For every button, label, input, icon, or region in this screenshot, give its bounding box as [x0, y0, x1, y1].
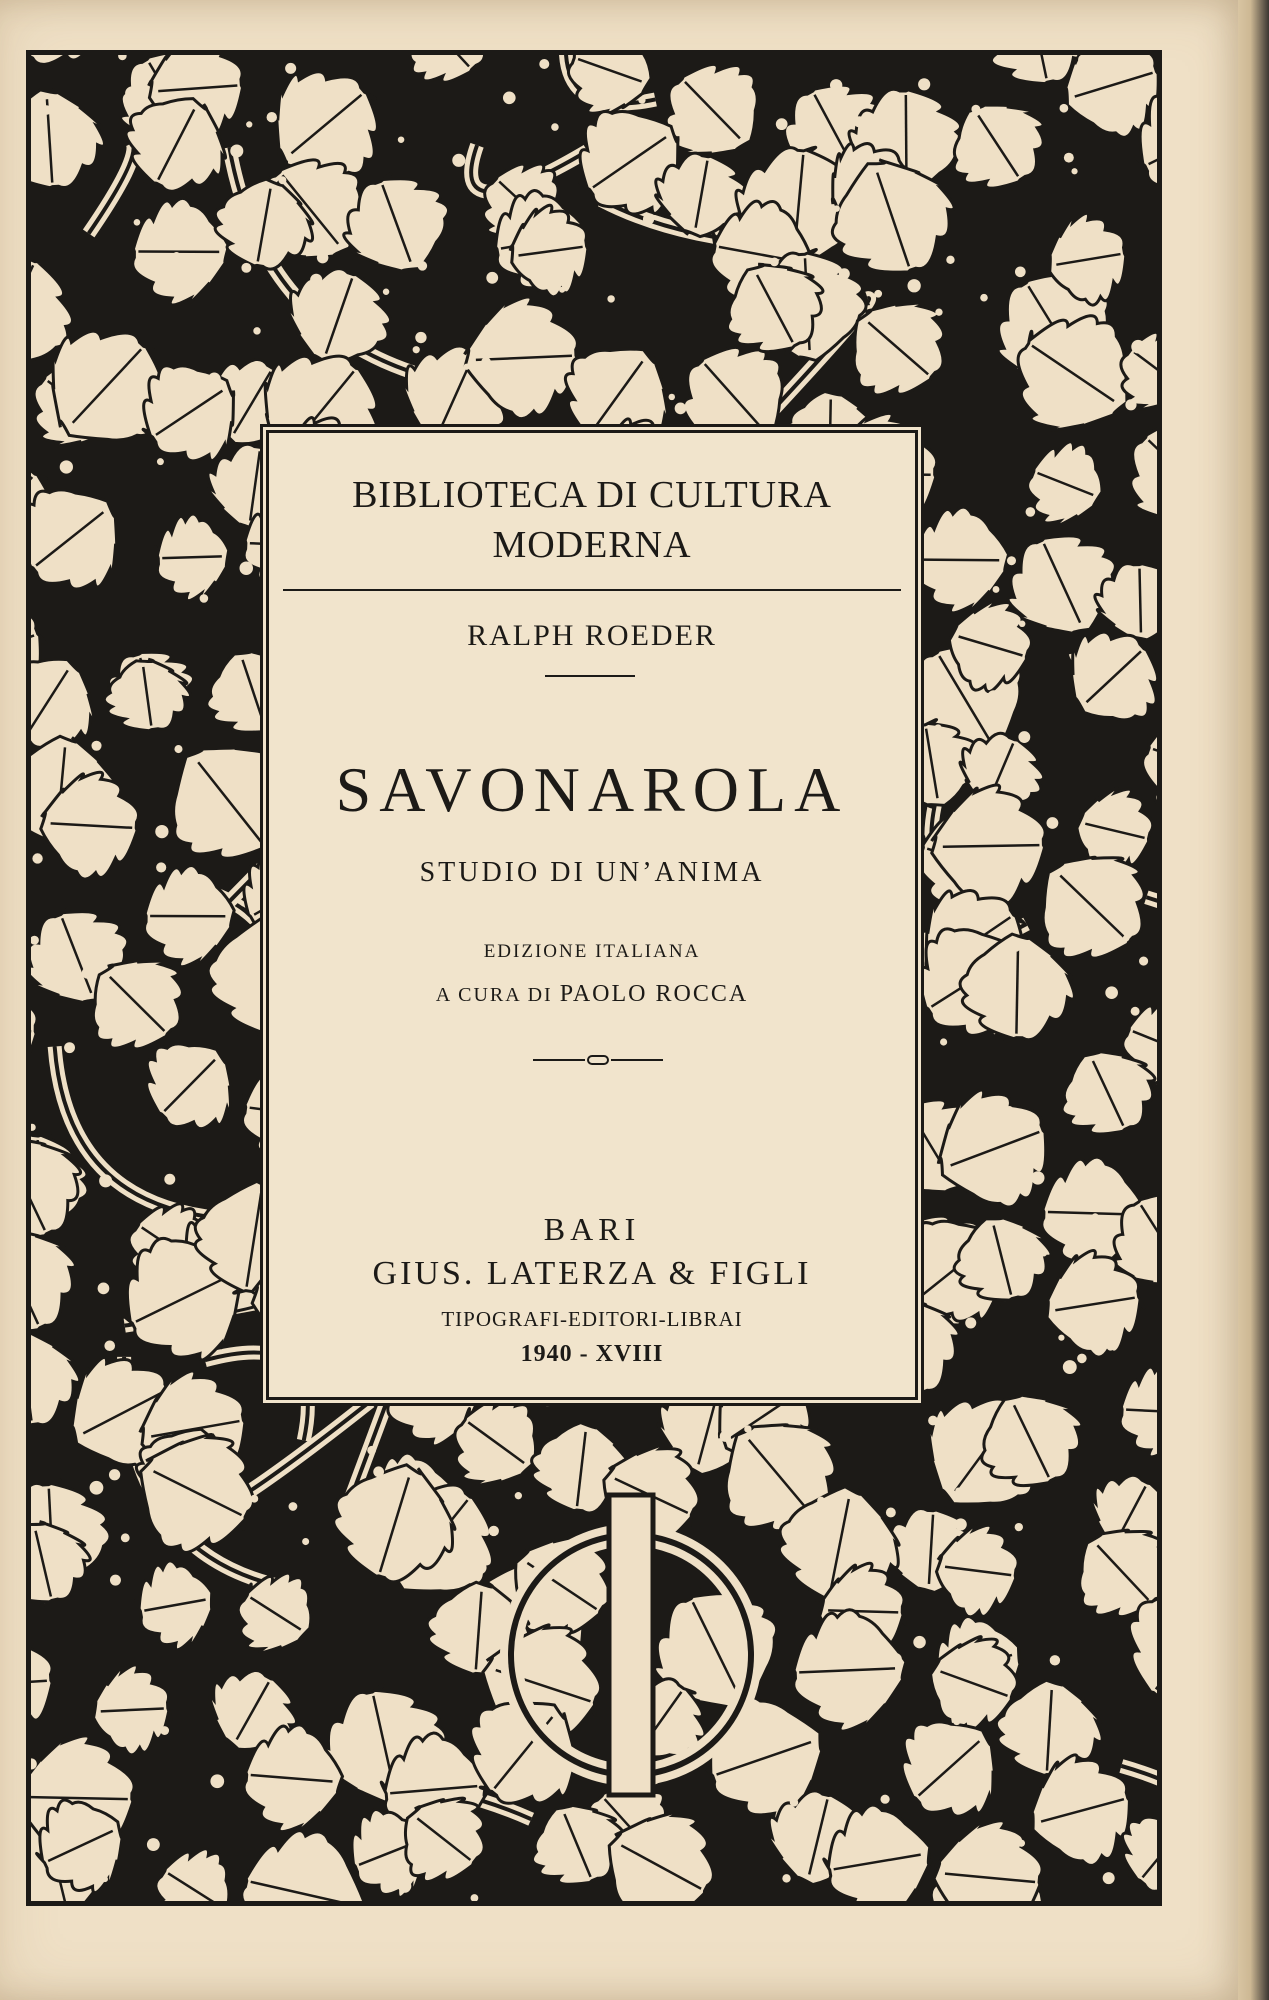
publication-city: BARI	[543, 1211, 641, 1247]
ornamental-rule-icon	[533, 1053, 663, 1067]
author-name: RALPH ROEDER	[467, 619, 717, 652]
publication-year: 1940 - XVIII	[520, 1341, 664, 1367]
curator-name: PAOLO ROCCA	[559, 981, 749, 1007]
series-divider	[283, 589, 901, 591]
page-edge	[1238, 0, 1269, 2000]
publisher-name: GIUS. LATERZA & FIGLI	[372, 1255, 812, 1292]
author-divider	[545, 675, 635, 677]
edition-note: EDIZIONE ITALIANA	[483, 941, 701, 962]
book-title: SAVONAROLA	[335, 754, 849, 825]
curator-prefix: A CURA DI	[435, 984, 553, 1006]
title-panel	[266, 430, 918, 1400]
book-subtitle: STUDIO DI UN’ANIMA	[419, 857, 765, 888]
series-title-line1: BIBLIOTECA DI CULTURA	[352, 474, 832, 516]
curator-line	[269, 981, 915, 1008]
publisher-trade: TIPOGRAFI-EDITORI-LIBRAI	[441, 1307, 743, 1331]
series-title-line2: MODERNA	[492, 524, 692, 566]
